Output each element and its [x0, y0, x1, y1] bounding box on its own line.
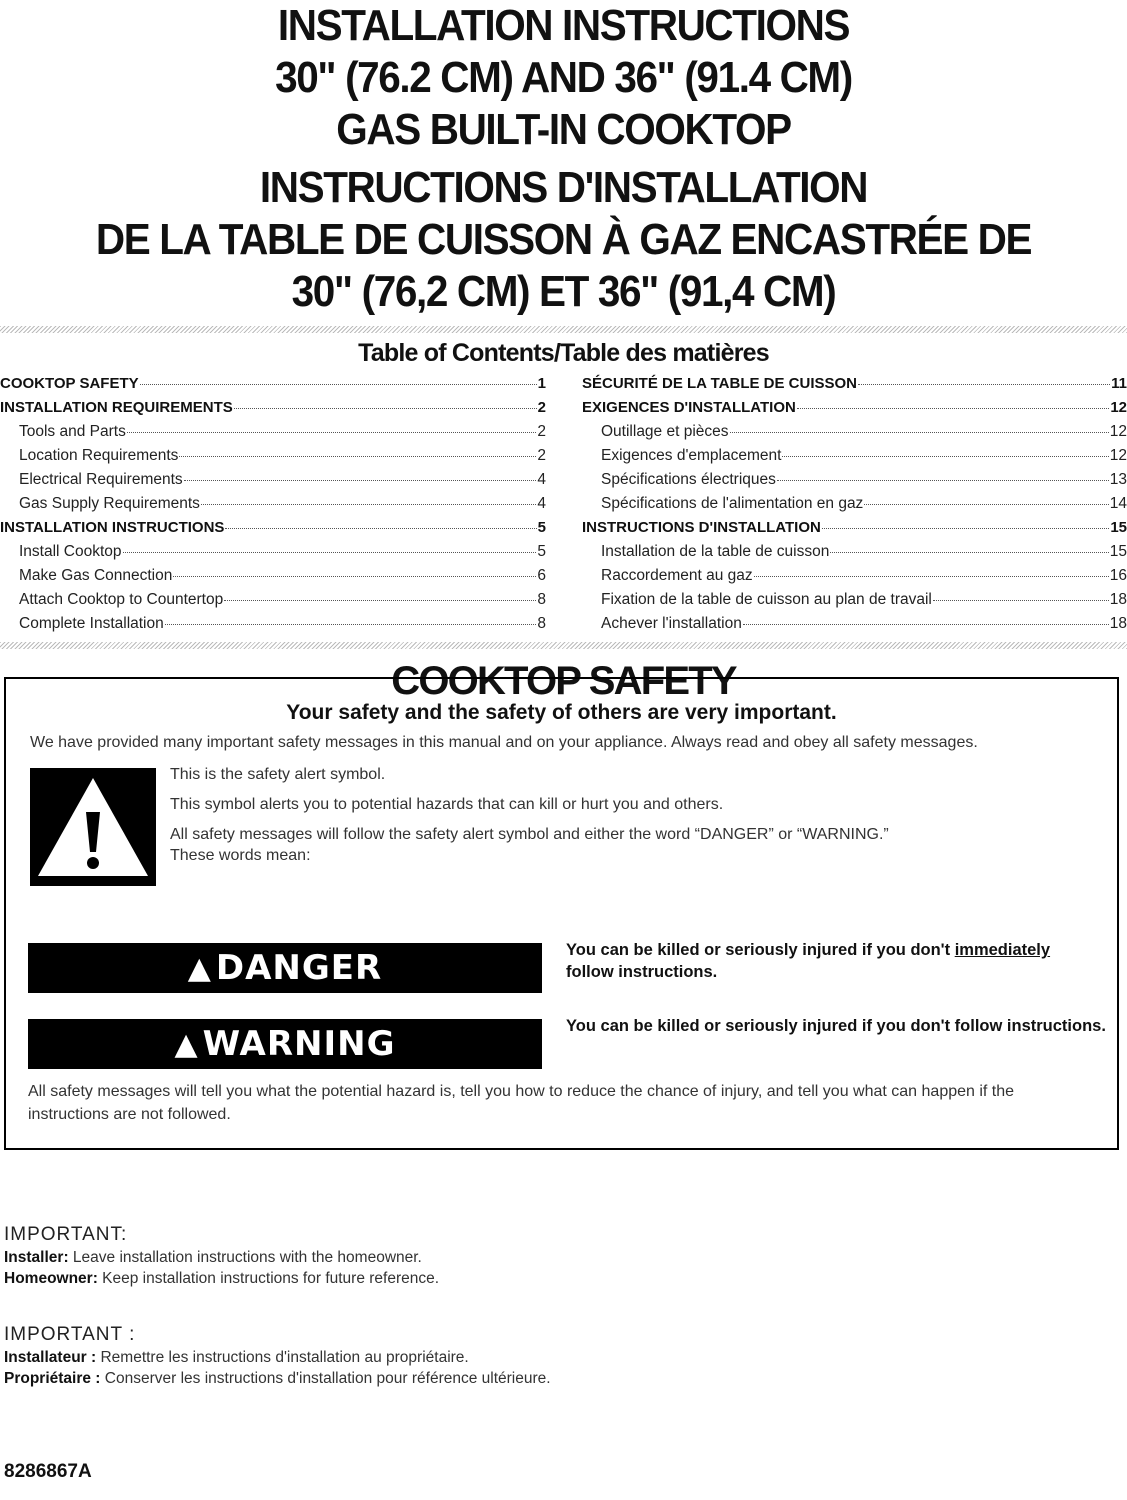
toc-leader [933, 584, 1109, 601]
toc-entry-label: Spécifications de l'alimentation en gaz [601, 494, 864, 512]
toc-leader [830, 536, 1108, 553]
toc-entry-label: Fixation de la table de cuisson au plan de travail [601, 590, 932, 608]
toc-entry-page: 11 [1111, 375, 1127, 392]
safety-intro: We have provided many important safety messages in this manual and on your appliance. Always read and obey all safety messages. [30, 734, 978, 751]
important-french: IMPORTANT : Installateur : Remettre les instructions d'installation au propriétaire. Propriétaire : Conserver les instructions d'installation pour référence ultérieure. [4, 1324, 551, 1387]
toc-entry-label: INSTRUCTIONS D'INSTALLATION [582, 518, 821, 536]
warning-label: WARNING [202, 1024, 396, 1064]
toc-entry-label: COOKTOP SAFETY [0, 375, 139, 392]
toc-entry-page: 12 [1109, 422, 1127, 440]
toc-entry-page: 6 [537, 566, 546, 584]
toc-leader [730, 416, 1109, 433]
table-of-contents [0, 372, 1127, 636]
important-heading: IMPORTANT: [4, 1224, 128, 1245]
toc-column-french [582, 372, 1127, 636]
toc-entry-page: 2 [537, 422, 546, 440]
safety-heading: Your safety and the safety of others are very important. [286, 701, 837, 724]
document-number: 8286867A [4, 1461, 92, 1482]
toc-entry-page: 5 [537, 518, 546, 536]
toc-leader [127, 416, 537, 433]
toc-leader [822, 513, 1109, 529]
toc-entry-page: 4 [537, 470, 546, 488]
toc-entry-page: 18 [1109, 614, 1127, 632]
toc-leader [782, 440, 1108, 457]
toc-entry-label: Achever l'installation [601, 614, 742, 632]
toc-entry-label: Gas Supply Requirements [19, 494, 200, 512]
toc-leader [743, 608, 1109, 625]
danger-signal-bar [28, 943, 542, 993]
toc-entry-page: 15 [1110, 518, 1127, 536]
toc-leader [225, 513, 536, 529]
toc-leader [234, 393, 537, 409]
toc-entry-label: Raccordement au gaz [601, 566, 753, 584]
toc-entry-label: Install Cooktop [19, 542, 122, 560]
toc-entry-label: SÉCURITÉ DE LA TABLE DE CUISSON [582, 375, 858, 392]
toc-entry-page: 1 [537, 375, 546, 392]
toc-leader [754, 560, 1109, 577]
toc-entry-label: INSTALLATION REQUIREMENTS [0, 398, 233, 416]
toc-leader [201, 488, 536, 505]
safety-alert-text [170, 764, 889, 875]
document-title [0, 0, 1127, 318]
danger-label: DANGER [215, 948, 383, 988]
title-en-2: 30" (76.2 CM) AND 36" (91.4 CM) [275, 53, 852, 102]
toc-entry-label: Spécifications électriques [601, 470, 776, 488]
warning-triangle-icon: ▲ [174, 1026, 199, 1062]
divider [0, 326, 1127, 333]
toc-entry-page: 16 [1109, 566, 1127, 584]
toc-leader [184, 464, 537, 481]
toc-entry-page: 15 [1109, 542, 1127, 560]
title-en-1: INSTALLATION INSTRUCTIONS [277, 1, 850, 50]
toc-column-english [0, 372, 546, 636]
toc-entry-page: 2 [537, 446, 546, 464]
warning-signal-bar [28, 1019, 542, 1069]
danger-text: You can be killed or seriously injured if you don't immediately follow instructions. [566, 941, 1051, 981]
divider [0, 642, 1127, 649]
danger-row [28, 943, 1112, 993]
toc-leader [797, 393, 1109, 409]
warning-triangle-icon: ▲ [187, 950, 212, 986]
alert-line: All safety messages will follow the safety alert symbol and either the word “DANGER” or “WARNING.” [170, 826, 889, 843]
toc-entry-label: Attach Cooktop to Countertop [19, 590, 224, 608]
toc-entry-page: 12 [1109, 446, 1127, 464]
toc-entry-label: Exigences d'emplacement [601, 446, 782, 464]
toc-leader [224, 584, 536, 601]
toc-entry-label: Electrical Requirements [19, 470, 183, 488]
toc-entry-label: INSTALLATION INSTRUCTIONS [0, 518, 225, 536]
toc-entry-page: 18 [1109, 590, 1127, 608]
toc-entry-page: 4 [537, 494, 546, 512]
toc-leader [173, 560, 536, 577]
toc-entry-page: 5 [537, 542, 546, 560]
section-title: COOKTOP SAFETY [391, 658, 736, 703]
title-fr-1: INSTRUCTIONS D'INSTALLATION [259, 163, 868, 212]
toc-leader [858, 369, 1110, 385]
toc-entry-page: 14 [1109, 494, 1127, 512]
toc-leader [165, 608, 537, 625]
important-english: IMPORTANT: Installer: Leave installation instructions with the homeowner. Homeowner: Keep installation instructions for future reference. [4, 1224, 440, 1287]
alert-line: This symbol alerts you to potential hazards that can kill or hurt you and others. [170, 796, 724, 813]
toc-entry-page: 13 [1109, 470, 1127, 488]
alert-line: These words mean: [170, 847, 311, 864]
toc-leader [140, 369, 537, 385]
toc-leader [777, 464, 1109, 481]
toc-entry [582, 611, 1127, 635]
important-heading: IMPORTANT : [4, 1324, 136, 1345]
toc-entry-page: 2 [537, 398, 546, 416]
toc-entry-label: Make Gas Connection [19, 566, 173, 584]
safety-box [4, 677, 1119, 1150]
alert-line: This is the safety alert symbol. [170, 766, 386, 783]
toc-entry-label: Tools and Parts [19, 422, 126, 440]
toc-entry-page: 8 [537, 590, 546, 608]
warning-row [28, 1019, 1112, 1069]
toc-leader [123, 536, 537, 553]
toc-leader [864, 488, 1108, 505]
title-en-3: GAS BUILT-IN COOKTOP [336, 105, 791, 154]
warning-text: You can be killed or seriously injured if you don't follow instructions. [566, 1017, 1106, 1035]
toc-entry-label: EXIGENCES D'INSTALLATION [582, 398, 796, 416]
toc-title: Table of Contents/Table des matières [358, 339, 769, 367]
toc-entry-page: 8 [537, 614, 546, 632]
safety-footer: All safety messages will tell you what the potential hazard is, tell you how to reduce the chance of injury, and tell you what can happen if the instructions are not followed. [28, 1083, 1015, 1123]
toc-entry [0, 611, 546, 635]
safety-alert-icon [30, 768, 156, 886]
title-fr-3: 30" (76,2 CM) ET 36" (91,4 CM) [291, 267, 836, 316]
toc-entry-page: 12 [1110, 398, 1127, 416]
toc-entry-label: Installation de la table de cuisson [601, 542, 830, 560]
safety-alert-section [30, 764, 1093, 889]
title-fr-2: DE LA TABLE DE CUISSON À GAZ ENCASTRÉE DE [95, 215, 1032, 264]
toc-entry-label: Location Requirements [19, 446, 179, 464]
toc-entry-label: Outillage et pièces [601, 422, 729, 440]
toc-leader [179, 440, 536, 457]
toc-entry-label: Complete Installation [19, 614, 164, 632]
